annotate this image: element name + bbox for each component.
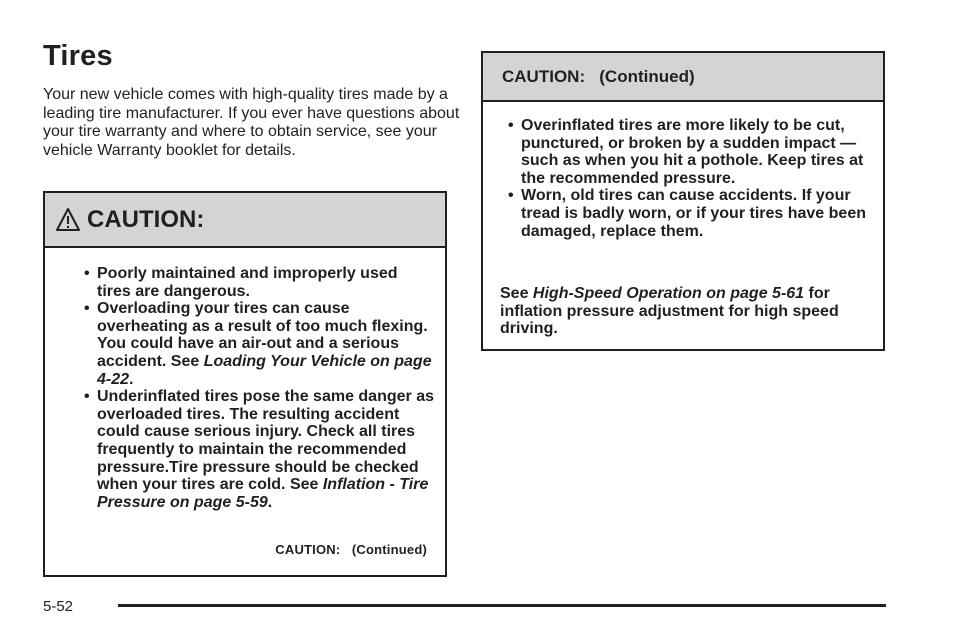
caution-header bbox=[483, 53, 883, 102]
caution-bullet-list bbox=[85, 265, 435, 511]
bullet-glyph: • bbox=[84, 388, 90, 406]
see-suffix: for inflation pressure adjustment for high speed driving. bbox=[500, 285, 839, 338]
bullet-text: Poorly maintained and improperly used tires are dangerous. bbox=[97, 265, 398, 300]
list-item bbox=[85, 388, 435, 511]
footer-rule bbox=[118, 604, 886, 607]
bullet-text-end: . bbox=[267, 493, 273, 511]
bullet-glyph: • bbox=[508, 187, 514, 205]
caution-heading: CAUTION: bbox=[87, 205, 205, 233]
list-item bbox=[509, 117, 875, 187]
see-prefix: See bbox=[500, 285, 533, 302]
bullet-text-end: . bbox=[129, 370, 134, 388]
bullet-text: Overloading your tires can cause overheating as a result of too much flexing. You could have an air-out and a serious accident. See bbox=[97, 300, 428, 370]
bullet-glyph: • bbox=[84, 265, 90, 282]
caution-box bbox=[43, 191, 447, 577]
cross-reference-link[interactable]: High-Speed Operation on page 5-61 bbox=[532, 285, 805, 302]
caution-header bbox=[45, 193, 445, 248]
bullet-text: Worn, old tires can cause accidents. If your tread is badly worn, or if your tires have been damaged, replace them. bbox=[521, 187, 866, 240]
caution-continued-label: CAUTION: (Continued) bbox=[275, 542, 427, 557]
page-number: 5-52 bbox=[43, 598, 74, 615]
caution-continued-box bbox=[481, 51, 885, 351]
bullet-glyph: • bbox=[84, 300, 90, 318]
list-item bbox=[509, 187, 875, 240]
cross-reference-link[interactable]: Inflation - Tire Pressure on page 5-59 bbox=[97, 476, 429, 511]
list-item bbox=[85, 300, 435, 388]
caution-heading: CAUTION: (Continued) bbox=[502, 66, 695, 86]
warning-triangle-icon bbox=[55, 207, 81, 233]
cross-reference-link[interactable]: Loading Your Vehicle on page 4-22 bbox=[97, 352, 432, 388]
caution-bullet-list bbox=[509, 117, 875, 240]
list-item bbox=[85, 265, 435, 300]
bullet-text: Underinflated tires pose the same danger as overloaded tires. The resulting accident could cause serious injury. Check all tires frequently to maintain the recommended pressure.Tire pressure should be checked when your tires are cold. See bbox=[97, 388, 434, 494]
page-title: Tires bbox=[43, 40, 113, 72]
intro-paragraph: Your new vehicle comes with high-quality tires made by a leading tire manufacturer. If you ever have questions about your tire warranty and where to obtain service, see your vehicle Warranty booklet for details. bbox=[43, 86, 460, 159]
bullet-text: Overinflated tires are more likely to be cut, punctured, or broken by a sudden impact — such as when you hit a pothole. Keep tires at the recommended pressure. bbox=[521, 117, 864, 187]
bullet-glyph: • bbox=[508, 117, 514, 134]
see-reference-paragraph bbox=[500, 285, 870, 338]
